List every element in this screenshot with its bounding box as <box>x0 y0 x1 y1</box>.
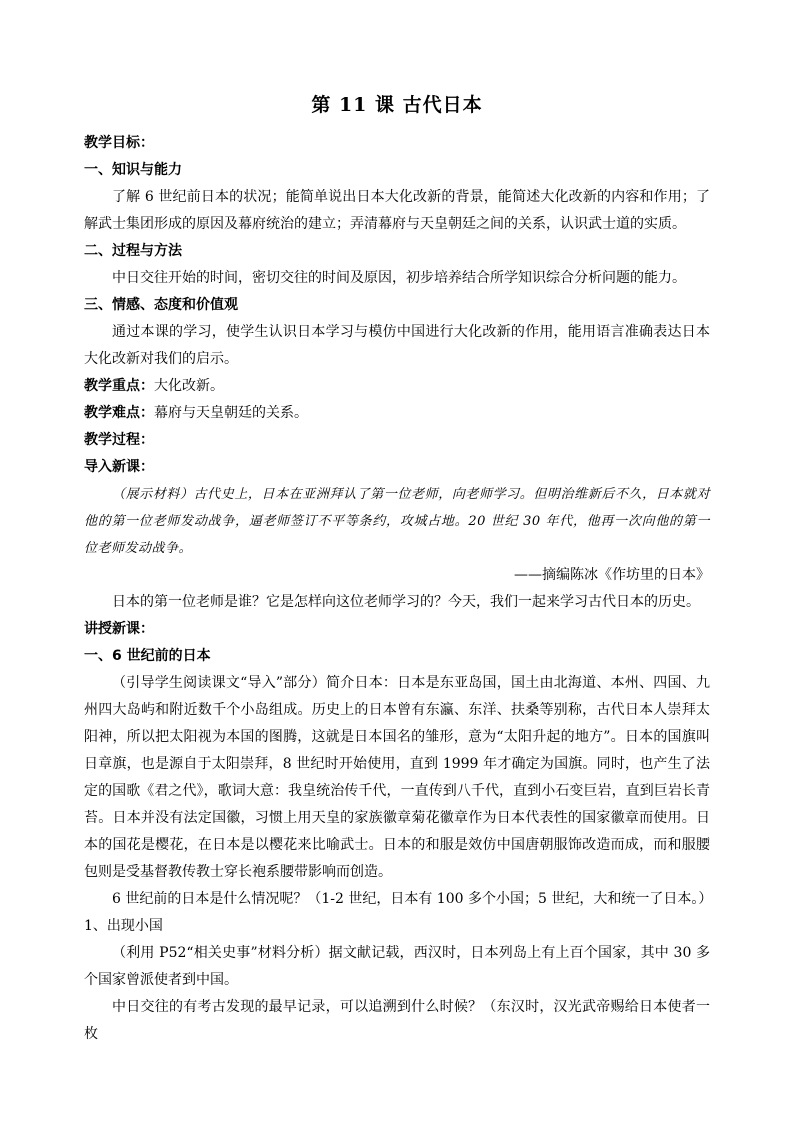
key-point-value: 大化改新。 <box>154 378 224 394</box>
section1-text: 了解 6 世纪前日本的状况；能简单说出日本大化改新的背景，能简述大化改新的内容和作用；了解武士集团形成的原因及幕府统治的建立；弄清幕府与天皇朝廷之间的关系，认识武士道的实质。 <box>84 189 710 232</box>
intro-heading: 导入新课： <box>84 459 154 475</box>
part1-sub1: 1、出现小国 <box>84 918 163 934</box>
section3-heading: 三、情感、态度和价值观 <box>84 297 238 313</box>
part1-heading: 一、6 世纪前的日本 <box>84 648 211 664</box>
part1-para1: （引导学生阅读课文“导入”部分）简介日本：日本是东亚岛国，国土由北海道、本州、四国、九州四大岛屿和附近数千个小岛组成。历史上的日本曾有东瀛、东洋、扶桑等别称，古代日本人崇拜太阳神，所以把太阳视为本国的图腾，这就是日本国名的雏形，意为“太阳升起的地方”。日本的国旗叫日章旗，也是源自于太阳崇拜，8 世纪时开始使用，直到 1999 年才确定为国旗。同时，也产生了法定的国歌《君之代》，歌词大意：我皇统治传千代，一直传到八千代，直到小石变巨岩，直到巨岩长青苔。日本并没有法定国徽，习惯上用天皇的家族徽章菊花徽章作为日本代表性的国家徽章而使用。日本的国花是樱花，在日本是以樱花来比喻武士。日本的和服是效仿中国唐朝服饰改造而成，而和服腰包则是受基督教传教士穿长袍系腰带影响而创造。 <box>84 675 710 880</box>
document-body <box>84 130 713 1048</box>
key-point-label: 教学重点： <box>84 378 154 394</box>
difficult-point-label: 教学难点： <box>84 405 154 421</box>
section2-heading: 二、过程与方法 <box>84 243 182 259</box>
difficult-point <box>84 400 710 427</box>
intro-question: 日本的第一位老师是谁？它是怎样向这位老师学习的？今天，我们一起来学习古代日本的历史。 <box>112 594 700 610</box>
part1-para3: （利用 P52“相关史事”材料分析）据文献记载，西汉时，日本列岛上有上百个国家，其中 30 多个国家曾派使者到中国。 <box>84 945 710 988</box>
new-lesson-heading: 讲授新课： <box>84 621 154 637</box>
page-title: 第 11 课 古代日本 <box>311 94 483 116</box>
process-heading: 教学过程： <box>84 432 154 448</box>
part1-para4: 中日交往的有考古发现的最早记录，可以追溯到什么时候？（东汉时，汉光武帝赐给日本使者一枚 <box>84 999 710 1042</box>
section2-text: 中日交往开始的时间，密切交往的时间及原因，初步培养结合所学知识综合分析问题的能力。 <box>112 270 686 286</box>
section3-text: 通过本课的学习，使学生认识日本学习与模仿中国进行大化改新的作用，能用语言准确表达日本大化改新对我们的启示。 <box>84 324 710 367</box>
part1-para2: 6 世纪前的日本是什么情况呢？（1-2 世纪，日本有 100 多个小国；5 世纪，大和统一了日本。） <box>112 891 713 907</box>
intro-quote: （展示材料）古代史上，日本在亚洲拜认了第一位老师，向老师学习。但明治维新后不久，日本就对他的第一位老师发动战争，逼老师签订不平等条约，攻城占地。20 世纪 30 年代，他再一次向他的第一位老师发动战争。 <box>84 487 710 556</box>
goals-heading: 教学目标： <box>84 135 154 151</box>
difficult-point-value: 幕府与天皇朝廷的关系。 <box>154 405 308 421</box>
section1-heading: 一、知识与能力 <box>84 162 182 178</box>
intro-source: ——摘编陈冰《作坊里的日本》 <box>514 567 710 583</box>
key-point <box>84 373 710 400</box>
